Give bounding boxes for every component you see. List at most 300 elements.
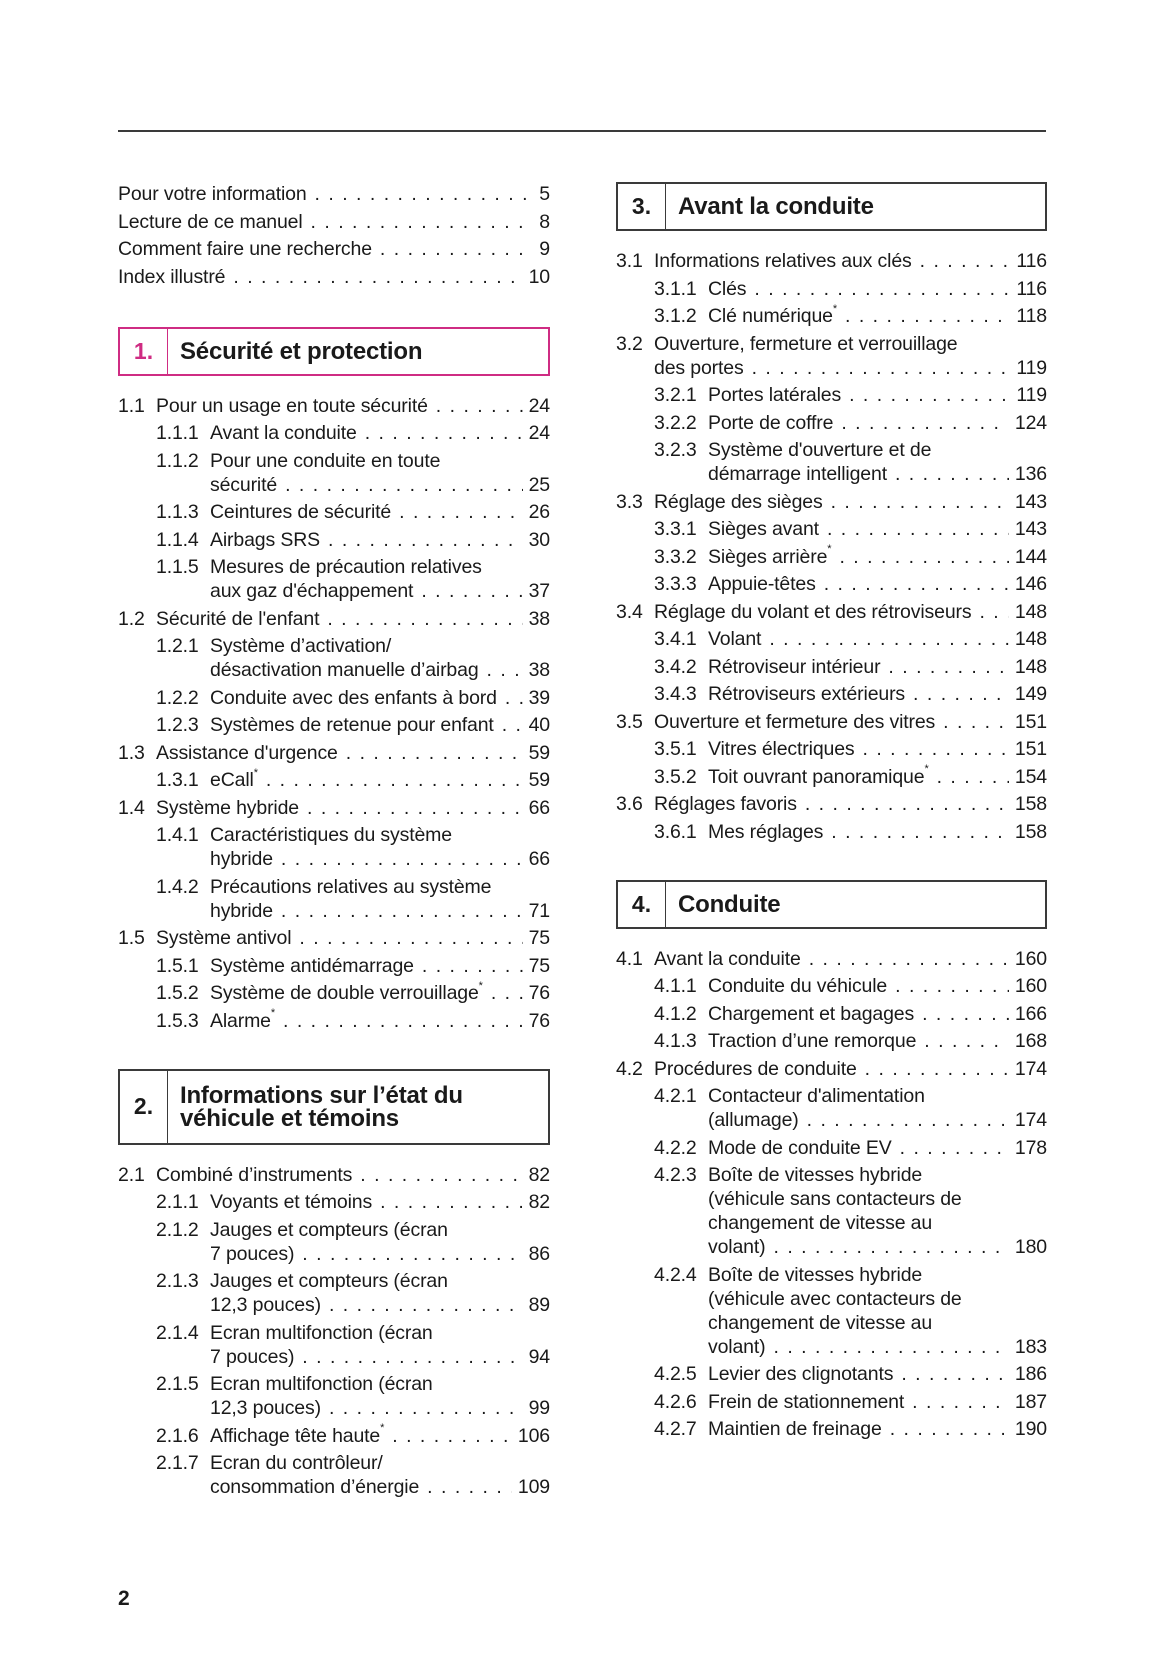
toc-entry[interactable]: [616, 682, 1047, 706]
toc-entry-title: Pour votre information: [118, 183, 307, 205]
toc-entry-title: Alarme*: [210, 1007, 276, 1032]
leader-dots: [916, 1029, 1009, 1053]
toc-entry-title: (allumage): [708, 1109, 799, 1131]
toc-entry[interactable]: [616, 710, 1047, 734]
leader-dots: [857, 1057, 1009, 1081]
toc-entry-page: 106: [517, 1424, 550, 1447]
toc-entry-number: 4.2.2: [654, 1136, 697, 1159]
toc-entry-title: Réglages favoris: [654, 793, 797, 815]
toc-entry-page: 9: [539, 238, 550, 260]
toc-entry-number: 4.2: [616, 1057, 643, 1080]
toc-entry-number: 3.3.2: [654, 545, 697, 568]
toc-entry-page: 149: [1014, 683, 1047, 705]
leader-dots: [837, 304, 1010, 328]
toc-entry-title: Informations relatives aux clés: [654, 250, 912, 272]
toc-entry-title: hybride: [210, 848, 273, 870]
toc-entry[interactable]: [616, 383, 1047, 407]
right-column: [616, 182, 1047, 1445]
toc-entry-title: Procédures de conduite: [654, 1057, 857, 1080]
leader-dots: [914, 1002, 1009, 1026]
toc-entry-title-line: Précautions relatives au système: [210, 875, 492, 898]
chapter-title: Conduite: [678, 890, 781, 918]
toc-entry-page: 180: [1014, 1236, 1047, 1258]
chapter-1-header[interactable]: [118, 327, 550, 376]
toc-entry-title: Mes réglages: [708, 820, 824, 843]
toc-entry[interactable]: [118, 1163, 550, 1187]
toc-entry-number: 1.5: [118, 927, 145, 949]
leader-dots: [294, 1242, 522, 1266]
leader-dots: [494, 713, 523, 737]
toc-entry-number: 3.2.2: [654, 411, 697, 434]
toc-entry[interactable]: [118, 1424, 550, 1448]
toc-entry[interactable]: [616, 304, 1047, 328]
chapter-title: Informations sur l’état du véhicule et témoins: [180, 1081, 463, 1132]
toc-entry-title: volant): [708, 1335, 766, 1358]
toc-entry[interactable]: [118, 823, 550, 871]
toc-entry-page: 66: [528, 848, 550, 870]
toc-entry-number: 1.2.2: [156, 686, 199, 709]
toc-entry-number: 1.1.3: [156, 501, 199, 523]
toc-entry-title: Système antidémarrage: [210, 954, 414, 977]
toc-entry-number: 4.2.6: [654, 1390, 697, 1413]
toc-entry-page: 38: [528, 659, 550, 681]
toc-entry-number: 3.3.1: [654, 518, 697, 540]
toc-entry-page: 5: [539, 183, 550, 205]
leader-dots: [971, 600, 1008, 624]
toc-entry-number: 3.3.3: [654, 573, 697, 595]
toc-entry-title-line: Ecran du contrôleur/: [210, 1452, 383, 1474]
toc-entry-title-line: Ecran multifonction (écran: [210, 1321, 433, 1344]
toc-entry[interactable]: [616, 1417, 1047, 1441]
toc-entry-number: 2.1.4: [156, 1321, 199, 1344]
leader-dots: [799, 1108, 1009, 1132]
toc-entry[interactable]: [616, 332, 1047, 380]
toc-entry[interactable]: [616, 655, 1047, 679]
toc-entry[interactable]: [616, 1057, 1047, 1081]
leader-dots: [816, 572, 1009, 596]
toc-entry-title-line: changement de vitesse au: [708, 1311, 933, 1334]
toc-entry[interactable]: [616, 572, 1047, 596]
toc-entry[interactable]: [616, 277, 1047, 301]
toc-entry[interactable]: [118, 1269, 550, 1317]
toc-entry-number: 4.2.4: [654, 1263, 697, 1286]
toc-entry-page: 118: [1016, 305, 1047, 327]
toc-entry[interactable]: [118, 210, 550, 234]
toc-entry-number: 1.2.1: [156, 635, 199, 657]
toc-entry-title: Réglage des sièges: [654, 490, 823, 513]
chapter-number: 2.: [120, 1071, 168, 1143]
toc-entry-page: 186: [1014, 1363, 1047, 1385]
toc-entry[interactable]: [616, 737, 1047, 761]
leader-dots: [887, 462, 1009, 486]
toc-entry[interactable]: [616, 820, 1047, 844]
toc-entry-page: 168: [1014, 1030, 1047, 1052]
toc-entry-title: Comment faire une recherche: [118, 238, 372, 260]
toc-entry-title: Toit ouvrant panoramique*: [708, 763, 929, 788]
toc-entry-title: Clé numérique*: [708, 302, 838, 327]
toc-entry-title-line: Boîte de vitesses hybride: [708, 1263, 923, 1286]
toc-entry[interactable]: [118, 1190, 550, 1214]
toc-entry-page: 76: [528, 982, 550, 1004]
toc-entry-number: 2.1.1: [156, 1191, 199, 1213]
toc-entry-page: 89: [528, 1294, 550, 1316]
chapter-4-section: [616, 880, 1047, 1442]
toc-entry-title: Combiné d’instruments: [156, 1163, 353, 1186]
toc-entry-page: 37: [528, 580, 550, 602]
toc-entry-page: 25: [528, 473, 550, 496]
leader-dots: [801, 947, 1009, 971]
toc-entry[interactable]: [616, 1084, 1047, 1132]
toc-entry-page: 166: [1014, 1002, 1047, 1025]
toc-entry-title: sécurité: [210, 473, 278, 496]
toc-entry-title-line: (véhicule avec contacteurs de: [708, 1287, 962, 1310]
toc-entry-title-line: Système d'ouverture et de: [708, 439, 932, 461]
toc-entry-page: 151: [1014, 738, 1047, 760]
toc-entry-title-line: Contacteur d'alimentation: [708, 1085, 925, 1107]
toc-entry[interactable]: [118, 1451, 550, 1499]
leader-dots: [419, 1475, 512, 1499]
toc-entry-number: 2.1.7: [156, 1452, 199, 1474]
footnote-star: *: [380, 1422, 385, 1434]
toc-entry[interactable]: [118, 182, 550, 206]
toc-entry-page: 119: [1016, 356, 1047, 379]
chapter-3-header[interactable]: [616, 182, 1047, 231]
toc-entry-title: Volant: [708, 628, 762, 650]
toc-entry-number: 3.4: [616, 600, 643, 623]
toc-entry[interactable]: [118, 607, 550, 631]
toc-entry-page: 158: [1014, 793, 1047, 815]
toc-entry-title: Frein de stationnement: [708, 1390, 905, 1413]
toc-entry-title: aux gaz d'échappement: [210, 580, 414, 602]
toc-entry-page: 116: [1016, 250, 1047, 272]
toc-entry-page: 119: [1016, 384, 1047, 406]
toc-entry-page: 136: [1014, 463, 1047, 485]
toc-entry-title: Vitres électriques: [708, 738, 855, 760]
leader-dots: [761, 627, 1009, 651]
toc-entry-page: 183: [1014, 1335, 1047, 1358]
chapter-4-header[interactable]: [616, 880, 1047, 929]
toc-entry-number: 3.1: [616, 250, 643, 272]
leader-dots: [413, 579, 522, 603]
leader-dots: [831, 545, 1008, 569]
toc-entry-number: 3.2.3: [654, 439, 697, 461]
toc-entry-number: 1.2.3: [156, 714, 199, 736]
toc-entry-number: 1.1: [118, 394, 145, 417]
leader-dots: [765, 1235, 1008, 1259]
toc-entry-number: 1.5.1: [156, 954, 199, 977]
toc-entry[interactable]: [118, 237, 550, 261]
toc-entry[interactable]: [118, 421, 550, 445]
toc-entry-title: Sièges avant: [708, 518, 819, 540]
toc-entry[interactable]: [118, 528, 550, 552]
toc-entry-title: Ouverture et fermeture des vitres: [654, 710, 936, 733]
toc-entry[interactable]: [118, 768, 550, 792]
toc-entry[interactable]: [118, 796, 550, 820]
toc-entry-page: 143: [1014, 490, 1047, 513]
leader-dots: [225, 265, 522, 289]
toc-entry-page: 143: [1014, 518, 1047, 540]
toc-entry[interactable]: [118, 449, 550, 497]
toc-entry-number: 1.3: [118, 741, 145, 764]
toc-entry-number: 4.2.1: [654, 1085, 697, 1107]
toc-entry-title: des portes: [654, 356, 744, 379]
toc-entry[interactable]: [616, 765, 1047, 789]
leader-dots: [765, 1335, 1008, 1359]
leader-dots: [273, 899, 523, 923]
toc-entry-number: 2.1.2: [156, 1218, 199, 1241]
toc-entry-page: 75: [528, 927, 550, 949]
leader-dots: [414, 954, 523, 978]
left-column: [118, 182, 550, 1503]
toc-entry[interactable]: [616, 1029, 1047, 1053]
toc-entry-number: 3.3: [616, 490, 643, 513]
leader-dots: [258, 768, 523, 792]
leader-dots: [497, 686, 523, 710]
toc-entry[interactable]: [616, 517, 1047, 541]
toc-entry[interactable]: [616, 1002, 1047, 1026]
toc-entry-title-line: Boîte de vitesses hybride: [708, 1164, 923, 1186]
toc-entry[interactable]: [616, 1362, 1047, 1386]
footnote-star: *: [478, 979, 483, 992]
toc-entry-title: Ceintures de sécurité: [210, 501, 392, 523]
toc-entry-page: 86: [528, 1242, 550, 1265]
toc-entry[interactable]: [118, 686, 550, 710]
toc-entry-title-line: Mesures de précaution relatives: [210, 556, 482, 578]
toc-entry-number: 4.1.1: [654, 975, 697, 997]
toc-entry-page: 178: [1014, 1136, 1047, 1159]
footnote-star: *: [827, 543, 832, 555]
toc-entry-title: Airbags SRS: [210, 528, 320, 551]
toc-entry-number: 4.1.3: [654, 1030, 697, 1052]
toc-entry-number: 4.1: [616, 947, 643, 970]
toc-entry-number: 2.1.6: [156, 1424, 199, 1447]
toc-entry-page: 24: [528, 394, 550, 417]
toc-entry[interactable]: [616, 1263, 1047, 1359]
leader-dots: [479, 658, 523, 682]
toc-entry-page: 26: [528, 501, 550, 523]
leader-dots: [299, 796, 523, 820]
chapter-1-entries: [118, 394, 550, 1033]
toc-entry-page: 124: [1014, 411, 1047, 434]
toc-entry-number: 3.5.2: [654, 765, 697, 788]
leader-dots: [912, 249, 1011, 273]
toc-entry-number: 1.4: [118, 796, 145, 819]
chapter-1-section: [118, 327, 550, 1033]
leader-dots: [841, 383, 1010, 407]
toc-entry[interactable]: [118, 1009, 550, 1033]
toc-entry[interactable]: [118, 741, 550, 765]
toc-entry-page: 148: [1014, 628, 1047, 650]
leader-dots: [904, 1390, 1009, 1414]
toc-entry[interactable]: [118, 1372, 550, 1420]
toc-entry[interactable]: [118, 394, 550, 418]
toc-entry-title-line: Jauges et compteurs (écran: [210, 1218, 448, 1241]
leader-dots: [892, 1136, 1009, 1160]
toc-entry[interactable]: [118, 926, 550, 950]
leader-dots: [321, 1293, 523, 1317]
toc-entry-number: 3.5.1: [654, 738, 697, 760]
leader-dots: [882, 1417, 1009, 1441]
toc-entry-number: 2.1: [118, 1163, 145, 1186]
toc-entry-page: 66: [528, 796, 550, 819]
toc-entry-page: 30: [528, 528, 550, 551]
toc-entry-page: 116: [1016, 277, 1047, 300]
chapter-2-header[interactable]: [118, 1069, 550, 1145]
toc-entry[interactable]: [616, 974, 1047, 998]
toc-entry-number: 3.1.1: [654, 277, 697, 300]
toc-entry-title: 7 pouces): [210, 1345, 295, 1368]
toc-entry-title: eCall*: [210, 766, 258, 791]
toc-entry-title: Rétroviseur intérieur: [708, 655, 881, 678]
toc-entry-title: 12,3 pouces): [210, 1397, 321, 1419]
toc-entry-page: 174: [1014, 1057, 1047, 1080]
leader-dots: [319, 607, 522, 631]
toc-entry-title: Voyants et témoins: [210, 1191, 373, 1213]
toc-entry-number: 3.2: [616, 332, 643, 355]
footnote-star: *: [253, 766, 258, 779]
toc-entry-number: 2.1.5: [156, 1373, 199, 1395]
toc-entry[interactable]: [118, 265, 550, 289]
toc-entry[interactable]: [118, 555, 550, 603]
toc-entry-title: Portes latérales: [708, 384, 842, 406]
toc-entry-page: 148: [1014, 600, 1047, 623]
toc-entry-page: 146: [1014, 573, 1047, 595]
toc-entry-page: 8: [539, 210, 550, 233]
leader-dots: [823, 820, 1009, 844]
toc-entry-page: 94: [528, 1345, 550, 1368]
toc-entry-title: Levier des clignotants: [708, 1363, 894, 1385]
toc-entry[interactable]: [118, 1218, 550, 1266]
toc-entry[interactable]: [616, 249, 1047, 273]
leader-dots: [855, 737, 1009, 761]
toc-entry[interactable]: [616, 792, 1047, 816]
leader-dots: [291, 926, 522, 950]
toc-entry-page: 158: [1014, 820, 1047, 843]
toc-entry[interactable]: [616, 1163, 1047, 1259]
toc-entry-title: hybride: [210, 899, 273, 922]
toc-entry[interactable]: [616, 1390, 1047, 1414]
toc-entry[interactable]: [118, 954, 550, 978]
toc-entry[interactable]: [616, 438, 1047, 486]
toc-entry-page: 10: [528, 265, 550, 288]
footnote-star: *: [924, 763, 929, 775]
chapter-title: Avant la conduite: [678, 193, 874, 220]
leader-dots: [303, 210, 534, 234]
leader-dots: [483, 981, 523, 1005]
leader-dots: [428, 394, 523, 418]
leader-dots: [372, 1190, 523, 1214]
toc-entry-title: 7 pouces): [210, 1242, 295, 1265]
toc-entry[interactable]: [118, 634, 550, 682]
toc-entry-title: Avant la conduite: [654, 947, 801, 970]
toc-entry-number: 3.4.3: [654, 683, 697, 705]
toc-entry-number: 4.1.2: [654, 1002, 697, 1025]
toc-entry[interactable]: [118, 500, 550, 524]
toc-entry[interactable]: [118, 875, 550, 923]
toc-entry-number: 1.1.5: [156, 556, 199, 578]
leader-dots: [307, 182, 534, 206]
toc-entry[interactable]: [118, 713, 550, 737]
toc-entry[interactable]: [616, 490, 1047, 514]
leader-dots: [320, 528, 523, 552]
toc-entry-title: Sécurité de l'enfant: [156, 607, 320, 630]
toc-entry-page: 174: [1014, 1109, 1047, 1131]
toc-entry[interactable]: [616, 411, 1047, 435]
toc-entry-page: 187: [1014, 1390, 1047, 1413]
chapter-title: Sécurité et protection: [180, 337, 423, 365]
toc-entry[interactable]: [616, 545, 1047, 569]
toc-entry[interactable]: [118, 981, 550, 1005]
leader-dots: [833, 411, 1009, 435]
leader-dots: [338, 741, 523, 765]
leader-dots: [321, 1396, 523, 1420]
toc-entry[interactable]: [118, 1321, 550, 1369]
chapter-4-entries: [616, 947, 1047, 1442]
leader-dots: [275, 1009, 523, 1033]
toc-entry[interactable]: [616, 1136, 1047, 1160]
toc-entry-page: 160: [1014, 975, 1047, 997]
toc-entry-title: Conduite du véhicule: [708, 975, 888, 997]
toc-entry-page: 40: [528, 714, 550, 736]
toc-entry-title: désactivation manuelle d’airbag: [210, 659, 479, 681]
toc-entry-title: Sièges arrière*: [708, 543, 832, 568]
toc-entry-title: Chargement et bagages: [708, 1002, 915, 1025]
toc-entry-title: Systèmes de retenue pour enfant: [210, 714, 494, 736]
leader-dots: [887, 974, 1009, 998]
leader-dots: [294, 1345, 522, 1369]
toc-entry[interactable]: [616, 600, 1047, 624]
toc-entry-title: Traction d’une remorque: [708, 1030, 917, 1052]
chapter-number: 1.: [120, 329, 168, 374]
toc-entry-title: Rétroviseurs extérieurs: [708, 683, 906, 705]
toc-entry-title-line: Pour une conduite en toute: [210, 449, 441, 472]
chapter-3-entries: [616, 249, 1047, 844]
toc-entry-page: 38: [528, 607, 550, 630]
toc-entry-title: Pour un usage en toute sécurité: [156, 394, 428, 417]
toc-entry-number: 3.6: [616, 793, 643, 815]
toc-entry-title: Système hybride: [156, 796, 299, 819]
toc-entry-page: 39: [528, 686, 550, 709]
leader-dots: [277, 473, 523, 497]
top-rule: [118, 130, 1046, 132]
toc-entry-number: 1.3.1: [156, 769, 199, 791]
toc-entry-page: 160: [1014, 947, 1047, 970]
chapter-number: 3.: [618, 184, 666, 229]
toc-entry-title: Avant la conduite: [210, 422, 357, 444]
toc-entry-title: 12,3 pouces): [210, 1294, 321, 1316]
leader-dots: [823, 490, 1009, 514]
chapter-2-section: [118, 1069, 550, 1500]
toc-entry-title-line: Ecran multifonction (écran: [210, 1373, 433, 1395]
toc-entry-number: 2.1.3: [156, 1270, 199, 1292]
toc-entry-number: 4.2.3: [654, 1164, 697, 1186]
toc-entry[interactable]: [616, 627, 1047, 651]
toc-entry-title: Appuie-têtes: [708, 573, 816, 595]
toc-entry-title: Mode de conduite EV: [708, 1136, 892, 1159]
toc-entry-page: 154: [1014, 765, 1047, 788]
toc-entry[interactable]: [616, 947, 1047, 971]
toc-entry-title-line: Système d’activation/: [210, 635, 392, 657]
leader-dots: [819, 517, 1009, 541]
toc-entry-number: 1.1.1: [156, 422, 199, 444]
leader-dots: [893, 1362, 1009, 1386]
leader-dots: [746, 277, 1010, 301]
chapter-number: 4.: [618, 882, 666, 927]
toc-entry-number: 3.2.1: [654, 384, 697, 406]
toc-entry-number: 3.6.1: [654, 820, 697, 843]
chapter-3-section: [616, 182, 1047, 844]
leader-dots: [929, 765, 1009, 789]
